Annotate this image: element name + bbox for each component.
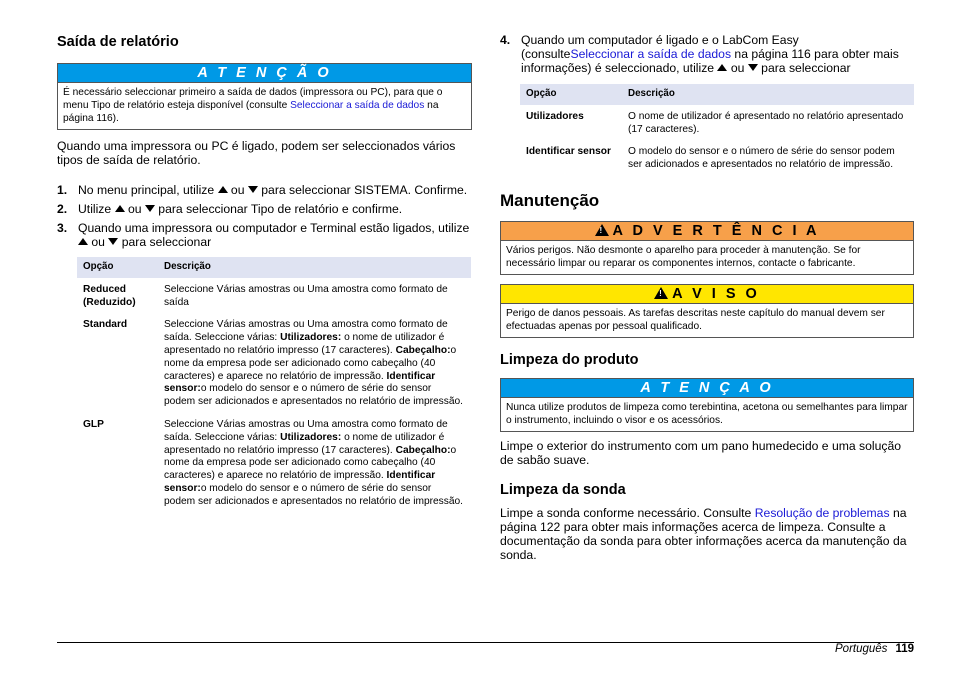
section-title-product-cleaning: Limpeza do produto bbox=[500, 351, 639, 368]
notice-text: Nunca utilize produtos de limpeza como terebintina, acetona ou semelhantes para limpar o instrumento, incluindo o visor e os acessórios. bbox=[506, 401, 908, 426]
table-row: Standard Seleccione Várias amostras ou Uma amostra como formato de saída. Seleccione várias: Utilizadores: o nome de utilizador é apresentado no relatório impresso (17 caracteres). Cabeçalho:o nome da empresa pode ser adicionado como cabeçalho (40 caracteres) e aparece no relatório de impressão. Identificar sensor:o modelo do sensor e o número de série do sensor podem ser adicionados e apresentados no relatório de impressão. bbox=[83, 319, 464, 408]
section-title-probe-cleaning: Limpeza da sonda bbox=[500, 481, 626, 498]
table-row: GLP Seleccione Várias amostras ou Uma amostra como formato de saída. Seleccione várias: Utilizadores: o nome de utilizador é apresentado no relatório impresso (17 caracteres). Cabeçalho:o nome da empresa pode ser adicionado como cabeçalho (40 caracteres) e aparece no relatório de impressão. Identificar sensor:o modelo do sensor e o número de série do sensor podem ser adicionados e apresentados no relatório de impressão. bbox=[83, 418, 464, 507]
link-select-data-output[interactable]: Seleccionar a saída de dados bbox=[570, 47, 732, 61]
link-select-data-output[interactable]: Seleccionar a saída de dados bbox=[290, 100, 425, 111]
warning-triangle-icon: ! bbox=[595, 224, 609, 236]
table-row: Identificar sensor O modelo do sensor e o número de série do sensor podem ser adicionados e apresentados no relatório de impressão. bbox=[526, 146, 895, 171]
intro-paragraph: Quando uma impressora ou PC é ligado, podem ser seleccionados vários tipos de saída de relatório. bbox=[57, 139, 456, 167]
section-title-report-output: Saída de relatório bbox=[57, 34, 179, 50]
arrow-down-icon bbox=[145, 205, 155, 212]
right-column bbox=[500, 30, 914, 562]
arrow-up-icon bbox=[218, 186, 228, 193]
steps-list bbox=[57, 183, 472, 249]
caution-box bbox=[500, 284, 914, 338]
column-header-description: Descrição bbox=[158, 257, 471, 278]
table-row: Reduced (Reduzido) Seleccione Várias amostras ou Uma amostra como formato de saída bbox=[83, 283, 448, 308]
cleaning-paragraph: Limpe o exterior do instrumento com um pano humedecido e uma solução de sabão suave. bbox=[500, 438, 902, 467]
arrow-down-icon bbox=[108, 238, 118, 245]
step-item: 3. Quando uma impressora ou computador e Terminal estão ligados, utilize ou para seleccionar bbox=[57, 221, 470, 249]
warning-label: ! A D V E R T Ê N C I A bbox=[501, 222, 913, 241]
left-column bbox=[57, 30, 472, 509]
step-4-list bbox=[500, 33, 914, 75]
warning-text: Vários perigos. Não desmonte o aparelho para proceder à manutenção. Se for necessário limpar ou reparar os componentes internos, contacte o fabricante. bbox=[506, 244, 861, 269]
page-footer bbox=[835, 643, 914, 655]
arrow-up-icon bbox=[78, 238, 88, 245]
warning-triangle-icon: ! bbox=[654, 287, 668, 299]
report-options-table bbox=[77, 257, 471, 509]
column-header-option: Opção bbox=[520, 84, 622, 105]
warning-box bbox=[500, 221, 914, 275]
probe-paragraph: Limpe a sonda conforme necessário. Consulte Resolução de problemas na página 122 para obter mais informações acerca de limpeza. Consulte a documentação da sonda para obter informações acerca da manutenção da sonda. bbox=[500, 505, 907, 562]
labcom-options-table bbox=[520, 84, 914, 172]
table-row: Utilizadores O nome de utilizador é apresentado no relatório apresentado (17 caracteres). bbox=[526, 110, 904, 135]
column-header-description: Descrição bbox=[622, 84, 914, 105]
section-title-maintenance: Manutenção bbox=[500, 190, 600, 210]
arrow-up-icon bbox=[717, 64, 727, 71]
notice-label: A T E N Ç Ã O bbox=[58, 64, 471, 83]
notice-text: É necessário seleccionar primeiro a saída de dados (impressora ou PC), para que o menu Tipo de relatório esteja disponível (consulte Seleccionar a saída de dados na página 116). bbox=[63, 87, 443, 124]
arrow-down-icon bbox=[248, 186, 258, 193]
step-item: 2. Utilize ou para seleccionar Tipo de relatório e confirme. bbox=[57, 202, 403, 216]
page-number: 119 bbox=[895, 643, 914, 655]
footer-language: Português bbox=[835, 643, 888, 655]
notice-label: A T E N Ç A O bbox=[501, 379, 913, 398]
caution-text: Perigo de danos pessoais. As tarefas descritas neste capítulo do manual devem ser efectuadas apenas por pessoal qualificado. bbox=[506, 307, 885, 332]
arrow-up-icon bbox=[115, 205, 125, 212]
column-header-option: Opção bbox=[77, 257, 158, 278]
link-troubleshooting[interactable]: Resolução de problemas bbox=[754, 505, 890, 520]
notice-box bbox=[500, 378, 914, 432]
step-item: 4. Quando um computador é ligado e o LabCom Easy (consulteSeleccionar a saída de dados na página 116 para obter mais informações) é seleccionado, utilize ou para seleccionar bbox=[500, 33, 899, 75]
arrow-down-icon bbox=[748, 64, 758, 71]
step-item: 1. No menu principal, utilize ou para seleccionar SISTEMA. Confirme. bbox=[57, 183, 468, 197]
notice-box bbox=[57, 63, 472, 130]
caution-label: ! A V I S O bbox=[501, 285, 913, 304]
footer-divider bbox=[57, 642, 914, 643]
